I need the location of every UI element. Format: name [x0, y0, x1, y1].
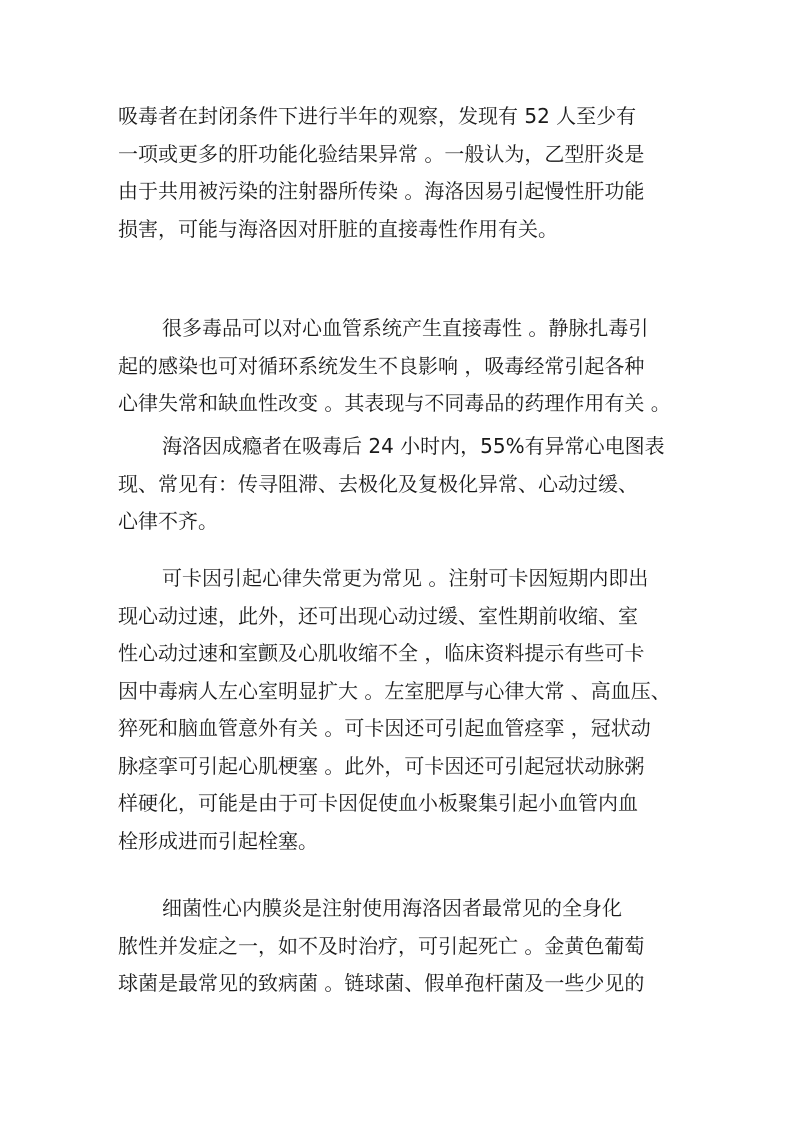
paragraph-4-line-5: 猝死和脑血管意外有关 。可卡因还可引起血管痉挛 ，冠状动: [118, 716, 651, 740]
paragraph-1: [118, 98, 684, 248]
paragraph-1-line-4: 损害，可能与海洛因对肝脏的直接毒性作用有关。: [118, 216, 558, 241]
paragraph-2: [118, 310, 684, 423]
paragraph-4-line-1: 可卡因引起心律失常更为常见 。注射可卡因短期内即出: [162, 566, 649, 590]
paragraph-3: [118, 428, 684, 541]
paragraph-2-line-1: 很多毒品可以对心血管系统产生直接毒性 。静脉扎毒引: [162, 316, 649, 340]
paragraph-4-line-4: 因中毒病人左心室明显扩大 。左室肥厚与心律大常 、高血压、: [118, 678, 671, 703]
paragraph-4: [118, 560, 684, 860]
paragraph-5-line-3: 球菌是最常见的致病菌 。链球菌、假单孢杆菌及一些少见的: [118, 971, 645, 995]
paragraph-3-line-2: 现、常见有：传寻阻滞、去极化及复极化异常、心动过缓、: [118, 471, 638, 496]
paragraph-4-line-8: 栓形成进而引起栓塞。: [118, 828, 318, 853]
paragraph-5: [118, 890, 684, 1003]
paragraph-1-line-2: 一项或更多的肝功能化验结果异常 。一般认为，乙型肝炎是: [118, 141, 645, 166]
paragraph-5-line-1: 细菌性心内膜炎是注射使用海洛因者最常见的全身化: [162, 896, 622, 920]
paragraph-4-line-6: 脉痉挛可引起心肌梗塞 。此外，可卡因还可引起冠状动脉粥: [118, 753, 645, 778]
paragraph-2-line-3: 心律失常和缺血性改变 。其表现与不同毒品的药理作用有关 。: [118, 391, 671, 415]
paragraph-4-line-3: 性心动过速和室颤及心肌收缩不全 ，临床资料提示有些可卡: [118, 641, 645, 665]
paragraph-3-line-3: 心律不齐。: [118, 509, 218, 533]
paragraph-4-line-7: 样硬化，可能是由于可卡因促使血小板聚集引起小血管内血: [118, 791, 638, 815]
paragraph-3-line-1: 海洛因成瘾者在吸毒后 24 小时内，55%有异常心电图表: [162, 434, 665, 458]
paragraph-5-line-2: 脓性并发症之一，如不及时治疗，可引起死亡 。金黄色葡萄: [118, 933, 645, 958]
paragraph-1-line-1: 吸毒者在封闭条件下进行半年的观察，发现有 52 人至少有: [118, 104, 637, 128]
paragraph-4-line-2: 现心动过速，此外，还可出现心动过缓、室性期前收缩、室: [118, 603, 638, 628]
paragraph-1-line-3: 由于共用被污染的注射器所传染 。海洛因易引起慢性肝功能: [118, 179, 645, 203]
paragraph-2-line-2: 起的感染也可对循环系统发生不良影响 ，吸毒经常引起各种: [118, 353, 645, 378]
